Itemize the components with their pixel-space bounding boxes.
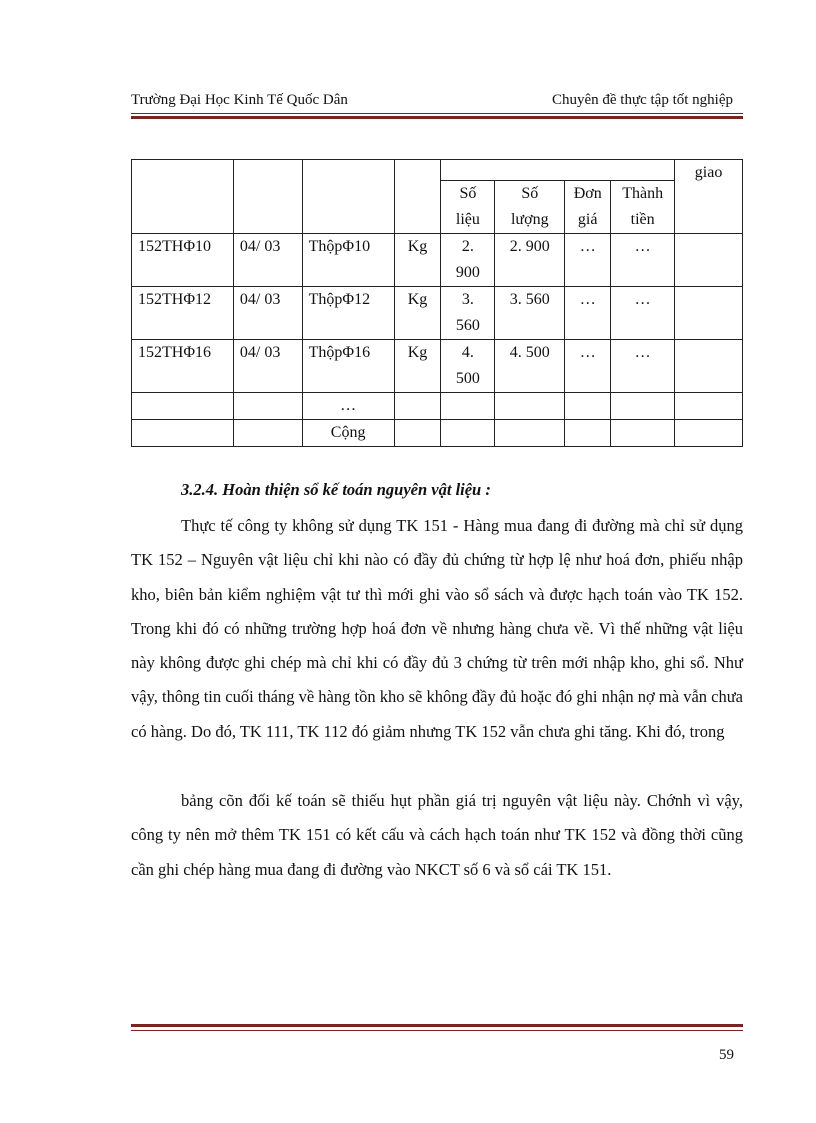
cell-so-lieu: 3. 560	[441, 287, 495, 340]
table-cell	[675, 393, 743, 420]
table-cell	[675, 234, 743, 287]
cell-so-lieu: 4. 500	[441, 340, 495, 393]
table-cell	[441, 420, 495, 447]
table-cell	[675, 340, 743, 393]
table-cell	[495, 393, 565, 420]
table-row	[132, 287, 743, 340]
table-cell	[611, 393, 675, 420]
table-cell	[233, 420, 302, 447]
cell-unit: Kg	[394, 234, 441, 287]
cell-unit: Kg	[394, 340, 441, 393]
cell-code: 152THΦ16	[132, 340, 234, 393]
footer-rule-thick	[131, 1024, 743, 1027]
cell-qty: 3. 560	[495, 287, 565, 340]
table-row	[132, 393, 743, 420]
cell-price: …	[565, 287, 611, 340]
materials-table	[131, 159, 743, 447]
table-cell	[565, 393, 611, 420]
section-title: 3.2.4. Hoàn thiện sổ kế toán nguyên vật liệu :	[181, 480, 491, 499]
cell-unit: Kg	[394, 287, 441, 340]
cell-name: ThộpΦ12	[302, 287, 394, 340]
table-header-row-top	[132, 160, 743, 181]
table-cell	[132, 160, 234, 234]
header-rule-thin	[131, 113, 743, 114]
table-cell	[394, 420, 441, 447]
header-topic: Chuyên đề thực tập tốt nghiệp	[551, 92, 733, 108]
table-cell	[565, 420, 611, 447]
cell-date: 04/ 03	[233, 287, 302, 340]
table-cell	[495, 420, 565, 447]
table-row-total	[132, 420, 743, 447]
cell-price: …	[565, 234, 611, 287]
table-cell	[611, 420, 675, 447]
cell-date: 04/ 03	[233, 340, 302, 393]
table-cell	[675, 287, 743, 340]
cell-name: ThộpΦ10	[302, 234, 394, 287]
cell-so-lieu: 2. 900	[441, 234, 495, 287]
cell-ellipsis: …	[302, 393, 394, 420]
footer-rule-thin	[131, 1030, 743, 1031]
page-number: 59	[719, 1047, 734, 1063]
cell-amount: …	[611, 234, 675, 287]
table-cell	[302, 160, 394, 234]
table-cell	[394, 160, 441, 234]
header-thanh-tien: Thành tiền	[611, 181, 675, 234]
cell-qty: 4. 500	[495, 340, 565, 393]
cell-code: 152THΦ12	[132, 287, 234, 340]
cell-price: …	[565, 340, 611, 393]
paragraph-2: bảng cõn đối kế toán sẽ thiếu hụt phần giá trị nguyên vật liệu này. Chớnh vì vậy, công ty nên mở thêm TK 151 có kết cấu và cách hạch toán như TK 152 và đồng thời cũng cần ghi chép hàng mua đang đi đường vào NKCT số 6 và sổ cái TK 151.	[131, 791, 743, 879]
cell-code: 152THΦ10	[132, 234, 234, 287]
cell-name: ThộpΦ16	[302, 340, 394, 393]
table-cell	[132, 420, 234, 447]
table-row	[132, 234, 743, 287]
page-header	[131, 92, 743, 112]
header-so-luong: Số lượng	[495, 181, 565, 234]
header-don-gia: Đơn giá	[565, 181, 611, 234]
table-cell	[441, 160, 675, 181]
cell-date: 04/ 03	[233, 234, 302, 287]
header-so-lieu: Số liệu	[441, 181, 495, 234]
cell-amount: …	[611, 287, 675, 340]
header-giao: giao	[675, 160, 743, 234]
table-cell	[233, 160, 302, 234]
cell-qty: 2. 900	[495, 234, 565, 287]
cell-amount: …	[611, 340, 675, 393]
header-school: Trường Đại Học Kinh Tế Quốc Dân	[131, 92, 348, 108]
table-row	[132, 340, 743, 393]
table-cell	[233, 393, 302, 420]
table-cell	[675, 420, 743, 447]
table-cell	[132, 393, 234, 420]
paragraph-1: Thực tế công ty không sử dụng TK 151 - Hàng mua đang đi đường mà chỉ sử dụng TK 152 – Nguyên vật liệu chỉ khi nào có đầy đủ chứng từ hợp lệ như hoá đơn, phiếu nhập kho, biên bản kiểm nghiệm vật tư thì mới ghi vào sổ sách và được hạch toán vào TK 152. Trong khi đó có những trường hợp hoá đơn về nhưng hàng chưa về. Vì thế những vật liệu này không được ghi chép mà chỉ khi có đầy đủ 3 chứng từ trên mới nhập kho, ghi sổ. Như vậy, thông tin cuối tháng về hàng tồn kho sẽ không đầy đủ hoặc đó ghi nhận nợ mà vẫn chưa có hàng. Do đó, TK 111, TK 112 đó giảm nhưng TK 152 vẫn chưa ghi tăng. Khi đó, trong	[131, 516, 743, 741]
cell-total-label: Cộng	[302, 420, 394, 447]
header-rule-thick	[131, 116, 743, 119]
table-cell	[441, 393, 495, 420]
table-cell	[394, 393, 441, 420]
